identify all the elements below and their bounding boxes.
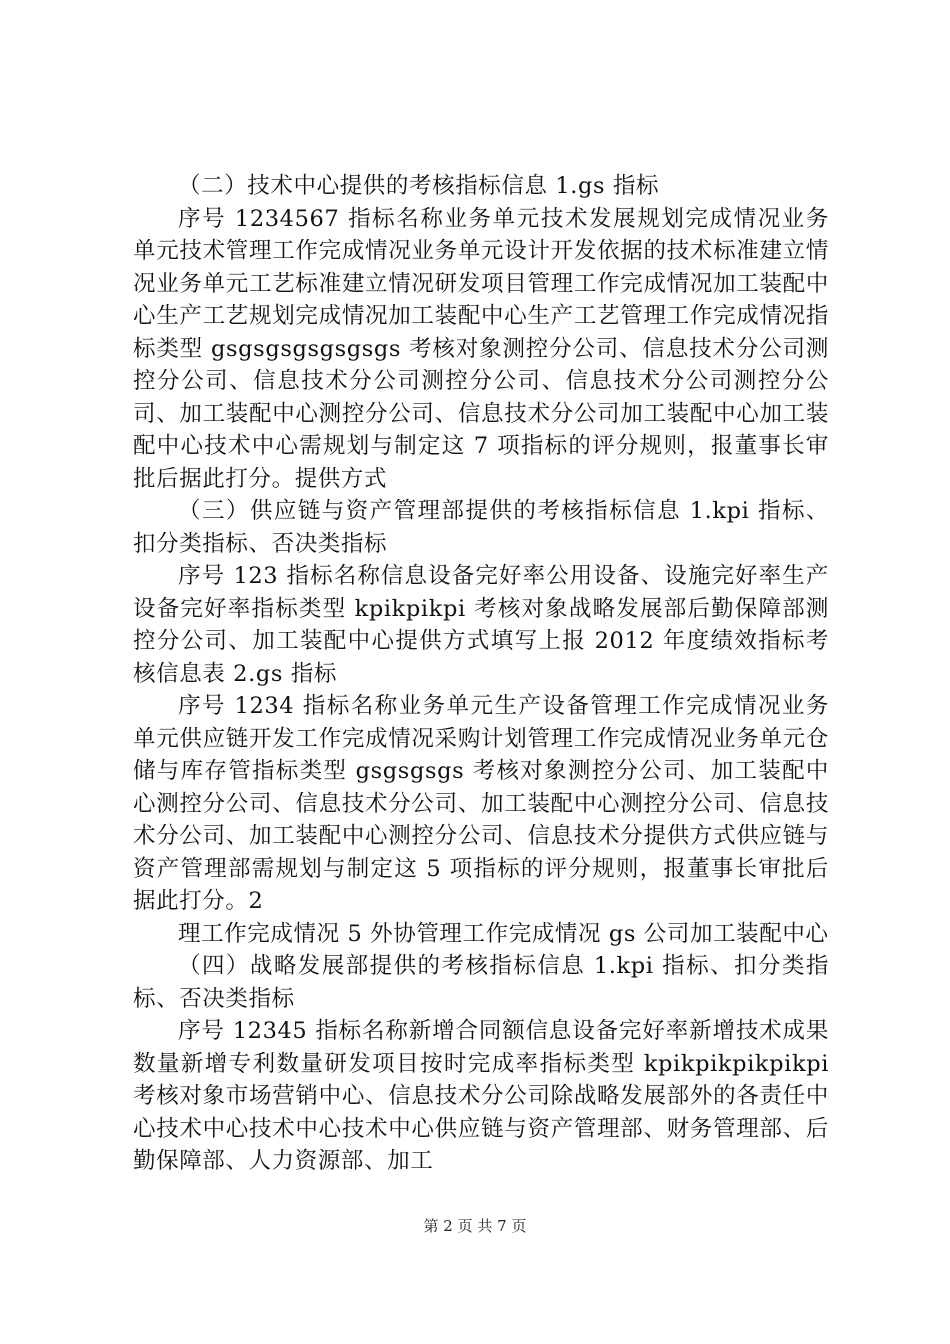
section-heading-strategy-department: （四）战略发展部提供的考核指标信息 1.kpi 指标、扣分类指标、否决类指标 <box>133 953 829 1012</box>
paragraph-strategy-kpi: 序号 12345 指标名称新增合同额信息设备完好率新增技术成果数量新增专利数量研发项目按时完成率指标类型 kpikpikpikpikpi 考核对象市场营销中心、信息技术分公司除战略发展部外的各责任中心技术中心技术中心技术中心供应链与资产管理部、财务管理部、后勤保障部、人力资源部、加工 <box>133 1018 829 1174</box>
document-body <box>133 170 829 1178</box>
page-footer: 第 2 页 共 7 页 <box>423 1217 527 1235</box>
section-heading-supply-chain: （三）供应链与资产管理部提供的考核指标信息 1.kpi 指标、扣分类指标、否决类指标 <box>133 498 829 557</box>
paragraph-continuation: 理工作完成情况 5 外协管理工作完成情况 gs 公司加工装配中心 <box>178 920 829 947</box>
section-heading-technology-center: （二）技术中心提供的考核指标信息 1.gs 指标 <box>178 173 660 199</box>
paragraph-technology-indicators: 序号 1234567 指标名称业务单元技术发展规划完成情况业务单元技术管理工作完成情况业务单元设计开发依据的技术标准建立情况业务单元工艺标准建立情况研发项目管理工作完成情况加工装配中心生产工艺规划完成情况加工装配中心生产工艺管理工作完成情况指标类型 gsgsgsgsgsgsgs 考核对象测控分公司、信息技术分公司测控分公司、信息技术分公司测控分公司、信息技术分公司测控分公司、加工装配中心测控分公司、信息技术分公司加工装配中心加工装配中心技术中心需规划与制定这 7 项指标的评分规则，报董事长审批后据此打分。提供方式 <box>133 205 829 492</box>
paragraph-supply-chain-kpi: 序号 123 指标名称信息设备完好率公用设备、设施完好率生产设备完好率指标类型 kpikpikpi 考核对象战略发展部后勤保障部测控分公司、加工装配中心提供方式填写上报 2012 年度绩效指标考核信息表 2.gs 指标 <box>133 563 829 687</box>
paragraph-supply-chain-gs: 序号 1234 指标名称业务单元生产设备管理工作完成情况业务单元供应链开发工作完成情况采购计划管理工作完成情况业务单元仓储与库存管指标类型 gsgsgsgs 考核对象测控分公司、加工装配中心测控分公司、信息技术分公司、加工装配中心测控分公司、信息技术分公司、加工装配中心测控分公司、信息技术分提供方式供应链与资产管理部需规划与制定这 5 项指标的评分规则，报董事长审批后据此打分。2 <box>133 693 829 914</box>
